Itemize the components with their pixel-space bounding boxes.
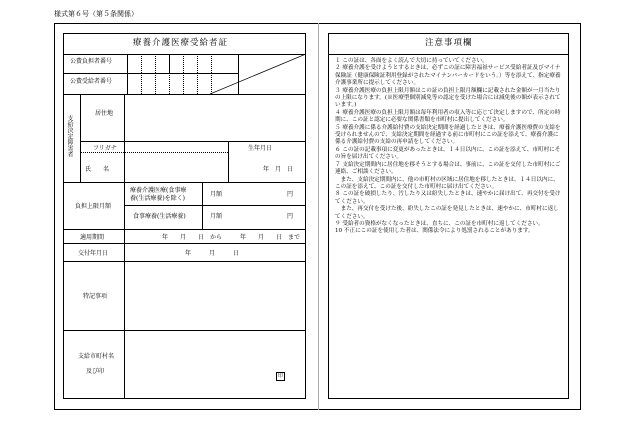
note-item: ９ 受給者の資格がなくなったときは、直ちに、この証を市町村に返してください。 [335,220,544,227]
note-item: １ この証は、各面をよく読んで大切に持っていてください。 [335,58,488,64]
note-item: ８ この証を破損したり、汚したり又は紛失したときは、速やかに届け出て、再交付を受けてください。 [335,191,561,205]
note-item: ５ 療養介護に係る介護給付費の支給決定期間を経過したときは、療養介護医療費の支給を受けられませんので、支給決定期間を経過する前に市町村にこの証を添えて、療養介護に係る介護給付費の支給の再申請をしてください。 [335,124,561,146]
birthdate-value: 年 月 日 [263,166,294,173]
medical-label-line2: 養(生活療養)を除く) [130,195,186,202]
notes-list [335,58,563,236]
medical-yen-label: 円 [287,191,294,198]
note-item: ６ この証の記載事項に変更があったときは、１４日以内に、この証を添えて、市町村にその旨を届け出てください。 [335,146,561,161]
medical-label-line1: 療養介護医療(食事療 [130,187,187,194]
limit-group-label: 負担上限月額 [75,203,112,210]
note-item: また、支給決定期間内に、他の市町村の区域に居住地を移したときは、１４日以内に、この証を添えて、この証を交付した市町村に届け出てください。 [335,176,559,190]
note-item: ３ 療養介護医療の負担上限月額はこの証の負担上限月額欄に記載された金額が一月当たりの上限になります。(※医療型個別減免等の認定を受けた場合には減免後の額が表示されています。) [335,87,561,109]
municipality-label-line2: 及び印 [86,368,105,375]
furigana-label: フリガナ [93,145,117,152]
note-item: ２ 療養介護を受けようとするときは、必ずこの証に障害福祉サービス受給者証及びマイナ保険証（健康保険証利用登録がされたマイナンバーカードをいう。）等を添えて、指定療養介護事業所に提示してください。 [335,65,561,87]
note-item: ４ 療養介護医療の負担上限月額は毎年利用者の収入等に応じて決定しますので、所定の時期に、この証と認定に必要な関係書類を市町村に提出してください。 [335,109,561,124]
special-notes-label: 特記事項 [83,293,108,300]
recipient-number-label: 公費受給者番号 [70,78,113,85]
note-item: 10 不正にこの証を使用した者は、関係法令により処罰されることがあります。 [335,228,534,235]
meal-monthly-label: 月額 [210,213,223,220]
note-item: ７ 支給決定期間内に居住地を移そうとする場合は、事前に、この証を交付した市町村にご連絡、ご相談ください。 [335,161,561,176]
municipality-label-line1: 支給市町村名 [78,353,115,360]
birthdate-label: 生年月日 [248,145,273,152]
period-value: 年 月 日 から 年 月 日 まで [162,234,301,241]
address-label: 居住地 [95,110,114,117]
medical-monthly-label: 月額 [210,191,223,198]
meal-yen-label: 円 [287,213,294,220]
card-title: 療養介護医療受給者証 [133,38,229,48]
form-number-label: 様式第６号（第５条関係） [54,10,138,18]
diagonal-strike [210,54,306,94]
meal-label: 食事療養(生活療養) [133,213,186,220]
name-label: 氏 名 [85,166,110,173]
recipient-group-label: 支給決定障害者 [66,115,73,157]
payer-number-label: 公費負担者番号 [70,58,113,65]
period-label: 適用期間 [80,234,105,241]
issue-date-label: 交付年月日 [78,250,109,257]
issue-date-value: 年 月 日 [185,250,240,257]
seal-mark: 印 [277,373,283,379]
note-item: また、再交付を受けた後、紛失したこの証を発見したときは、速やかに、市町村に返してください。 [335,206,559,220]
notes-title: 注意事項欄 [425,38,473,48]
fold-line [318,23,319,410]
